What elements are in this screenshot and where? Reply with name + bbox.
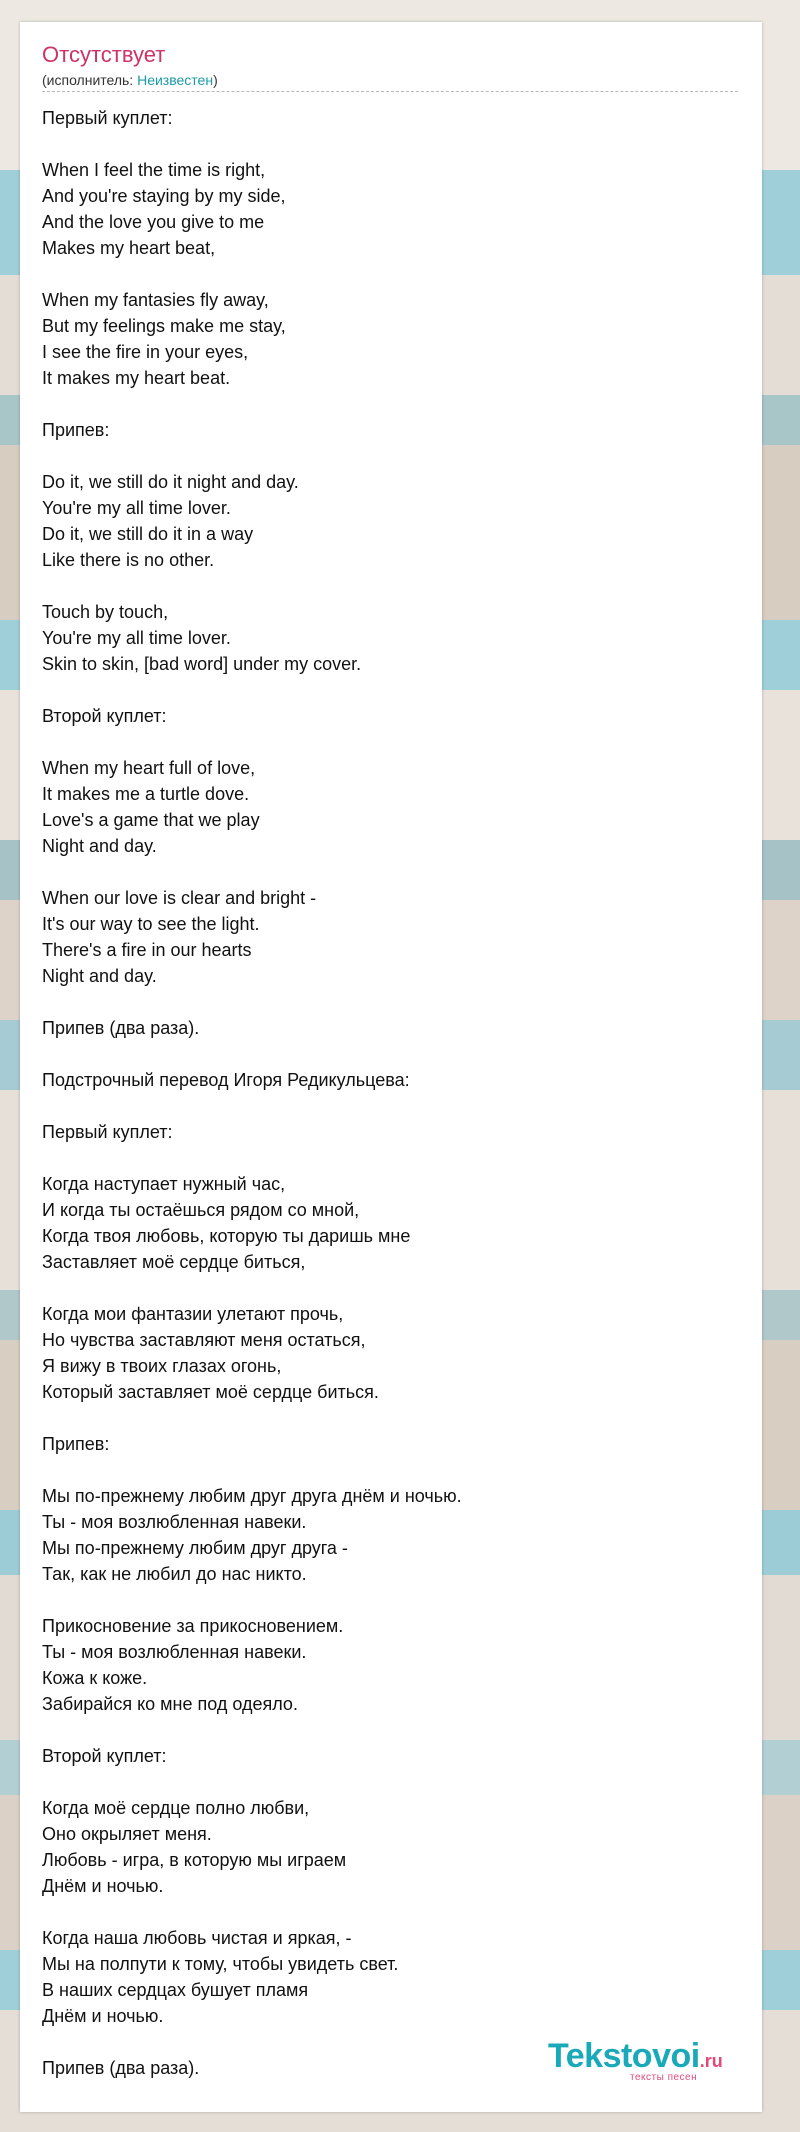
lyrics-line: Night and day.	[42, 836, 157, 856]
lyrics-line: Do it, we still do it in a way	[42, 524, 254, 544]
lyrics-line: Оно окрыляет меня.	[42, 1824, 212, 1844]
lyrics-line: Ты - моя возлюбленная навеки.	[42, 1642, 307, 1662]
lyrics-line: Второй куплет:	[42, 706, 167, 726]
lyrics-line: Забирайся ко мне под одеяло.	[42, 1694, 298, 1714]
lyrics-blank-line	[42, 1457, 742, 1483]
lyrics-line: Подстрочный перевод Игоря Редикульцева:	[42, 1070, 410, 1090]
lyrics-line: It makes me a turtle dove.	[42, 784, 250, 804]
lyrics-blank-line	[42, 1093, 742, 1119]
lyrics-blank-line	[42, 1405, 742, 1431]
lyrics-blank-line	[42, 573, 742, 599]
lyrics-line: Любовь - игра, в которую мы играем	[42, 1850, 347, 1870]
lyrics-line: Второй куплет:	[42, 1746, 167, 1766]
lyrics-line: When my fantasies fly away,	[42, 290, 269, 310]
lyrics-line: I see the fire in your eyes,	[42, 342, 249, 362]
lyrics-line: Первый куплет:	[42, 108, 173, 128]
lyrics-line: It's our way to see the light.	[42, 914, 260, 934]
lyrics-line: Припев:	[42, 420, 110, 440]
lyrics-line: Прикосновение за прикосновением.	[42, 1616, 344, 1636]
lyrics-line: Когда моё сердце полно любви,	[42, 1798, 310, 1818]
lyrics-line: Который заставляет моё сердце биться.	[42, 1382, 379, 1402]
lyrics-blank-line	[42, 677, 742, 703]
lyrics-line: Когда наступает нужный час,	[42, 1174, 286, 1194]
lyrics-line: Мы на полпути к тому, чтобы увидеть свет.	[42, 1954, 399, 1974]
lyrics-line: Когда наша любовь чистая и яркая, -	[42, 1928, 352, 1948]
lyrics-line: Так, как не любил до нас никто.	[42, 1564, 307, 1584]
song-title: Отсутствует	[42, 42, 166, 67]
lyrics-line: Makes my heart beat,	[42, 238, 216, 258]
lyrics-line: Love's a game that we play	[42, 810, 260, 830]
lyrics-blank-line	[42, 443, 742, 469]
lyrics-line: Припев:	[42, 1434, 110, 1454]
lyrics-line: Когда мои фантазии улетают прочь,	[42, 1304, 344, 1324]
lyrics-blank-line	[42, 1587, 742, 1613]
lyrics-line: Первый куплет:	[42, 1122, 173, 1142]
lyrics-blank-line	[42, 1275, 742, 1301]
lyrics-line: You're my all time lover.	[42, 498, 231, 518]
lyrics-line: Ты - моя возлюбленная навеки.	[42, 1512, 307, 1532]
lyrics-line: И когда ты остаёшься рядом со мной,	[42, 1200, 360, 1220]
lyrics-blank-line	[42, 1717, 742, 1743]
lyrics-line: Заставляет моё сердце биться,	[42, 1252, 306, 1272]
artist-suffix: )	[213, 72, 218, 88]
lyrics-line: Skin to skin, [bad word] under my cover.	[42, 654, 362, 674]
lyrics-blank-line	[42, 131, 742, 157]
lyrics-line: When I feel the time is right,	[42, 160, 266, 180]
logo-main-text: Tekstovoi	[548, 2037, 700, 2075]
artist-link[interactable]: Неизвестен	[137, 72, 214, 88]
lyrics-line: Night and day.	[42, 966, 157, 986]
logo-suffix-text: .ru	[699, 2051, 723, 2071]
lyrics-line: Днём и ночью.	[42, 2006, 164, 2026]
lyrics-line: There's a fire in our hearts	[42, 940, 252, 960]
lyrics-line: Do it, we still do it night and day.	[42, 472, 299, 492]
site-logo[interactable]	[548, 2038, 748, 2084]
lyrics-line: Touch by touch,	[42, 602, 169, 622]
lyrics-line: And the love you give to me	[42, 212, 265, 232]
title-divider	[42, 91, 738, 92]
artist-line	[42, 71, 218, 89]
lyrics-line: But my feelings make me stay,	[42, 316, 286, 336]
lyrics-blank-line	[42, 261, 742, 287]
artist-prefix: (исполнитель:	[42, 72, 138, 88]
lyrics-line: В наших сердцах бушует пламя	[42, 1980, 309, 2000]
lyrics-line: Мы по-прежнему любим друг друга -	[42, 1538, 348, 1558]
lyrics-blank-line	[42, 989, 742, 1015]
lyrics-line: Припев (два раза).	[42, 1018, 200, 1038]
lyrics-blank-line	[42, 1899, 742, 1925]
lyrics-blank-line	[42, 859, 742, 885]
lyrics-line: And you're staying by my side,	[42, 186, 286, 206]
lyrics-line: It makes my heart beat.	[42, 368, 231, 388]
lyrics-line: Like there is no other.	[42, 550, 215, 570]
lyrics-blank-line	[42, 729, 742, 755]
lyrics-text	[42, 105, 742, 2081]
lyrics-line: When our love is clear and bright -	[42, 888, 317, 908]
lyrics-card	[20, 22, 762, 2112]
lyrics-line: Припев (два раза).	[42, 2058, 200, 2078]
lyrics-blank-line	[42, 1769, 742, 1795]
lyrics-blank-line	[42, 391, 742, 417]
lyrics-line: Когда твоя любовь, которую ты даришь мне	[42, 1226, 411, 1246]
lyrics-line: Кожа к коже.	[42, 1668, 148, 1688]
lyrics-line: You're my all time lover.	[42, 628, 231, 648]
lyrics-line: When my heart full of love,	[42, 758, 256, 778]
lyrics-line: Днём и ночью.	[42, 1876, 164, 1896]
lyrics-line: Но чувства заставляют меня остаться,	[42, 1330, 366, 1350]
lyrics-line: Я вижу в твоих глазах огонь,	[42, 1356, 282, 1376]
lyrics-blank-line	[42, 1041, 742, 1067]
lyrics-blank-line	[42, 1145, 742, 1171]
lyrics-line: Мы по-прежнему любим друг друга днём и ночью.	[42, 1486, 462, 1506]
logo-tagline: тексты песен	[630, 2072, 698, 2083]
